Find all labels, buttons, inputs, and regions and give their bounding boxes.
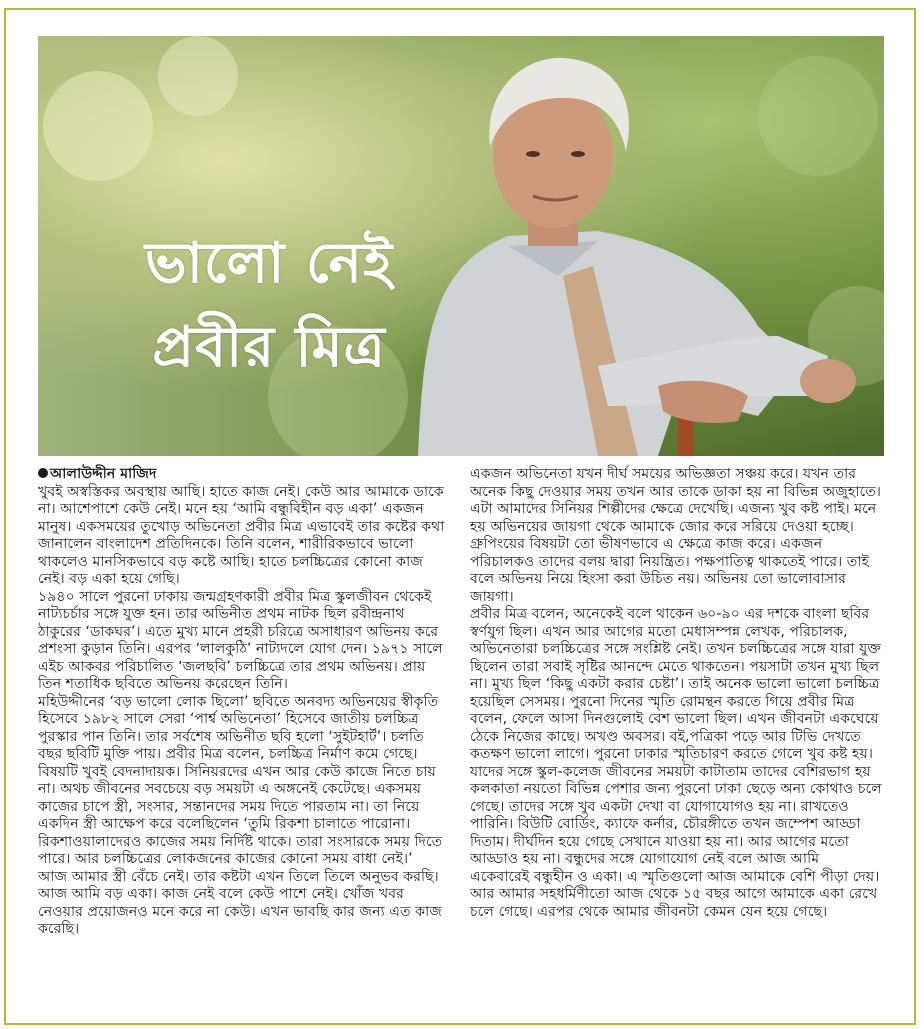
headline-line-2: প্রবীর মিত্র xyxy=(152,315,386,380)
bullet-icon xyxy=(38,468,48,478)
paragraph: আজ আমার স্ত্রী বেঁচে নেই। তার কষ্টটা এখন তিলে তিলে অনুভব করছি। আজ আমি বড় একা। কাজ নেই বলে কেউ পাশে নেই। খোঁজ খবর নেওয়ার প্রয়োজনও মনে করে না কেউ। এখন ভাবছি কার জন্য এত কাজ করেছি। xyxy=(38,868,442,937)
paragraph: ১৯৪০ সালে পুরনো ঢাকায় জন্মগ্রহণকারী প্রবীর মিত্র স্কুলজীবন থেকেই নাট্যচর্চার সঙ্গে যুক্ত হন। তার অভিনীত প্রথম নাটক ছিল রবীন্দ্রনাথ ঠাকুরের ‘ডাকঘর’। এতে মুখ্য মানে প্রহরী চরিত্রে অসাধারণ অভিনয় করে প্রশংসা কুড়ান তিনি। এরপর ‘লালকুঠি’ নাট্যদলে যোগ দেন। ১৯৭১ সালে এইচ আকবর পরিচালিত ‘জলছবি’ চলচ্চিত্রে তার প্রথম অভিনয়। প্রায় তিন শতাধিক ছবিতে অভিনয় করেছেন তিনি। xyxy=(38,588,443,692)
byline xyxy=(38,466,450,484)
headline xyxy=(104,222,434,390)
paragraph: একজন অভিনেতা যখন দীর্ঘ সময়ের অভিজ্ঞতা সঞ্চয় করে। যখন তার অনেক কিছু দেওয়ার সময় তখন আর তাকে ডাকা হয় না বিভিন্ন অজুহাতে। এটা আমাদের সিনিয়র শিল্পীদের ক্ষেত্রে দেখেছি। এজন্য খুব কষ্ট পাই। মনে হয় অভিনয়ের জায়গা থেকে আমাকে জোর করে সরিয়ে দেওয়া হচ্ছে। গ্রুপিংয়ের বিষয়টা তো ভীষণভাবে এ ক্ষেত্রে কাজ করে। একজন পরিচালকও তাদের বলয় দ্বারা নিয়ন্ত্রিত। পক্ষপাতিত্ব থাকতেই পারে। তাই বলে অভিনয় নিয়ে হিংসা করা উচিত নয়। অভিনয় তো ভালোবাসার জায়গা। xyxy=(470,466,881,605)
headline-line-1: ভালো নেই xyxy=(144,231,394,296)
left-column xyxy=(38,466,450,939)
byline-text: আলাউদ্দীন মাজিদ xyxy=(50,466,157,482)
paragraph: প্রবীর মিত্র বলেন, অনেকেই বলে থাকেন ৬০-৯০ এর দশকে বাংলা ছবির স্বর্ণযুগ ছিল। এখন আর আগের মতো মেধাসম্পন্ন লেখক, পরিচালক, অভিনেতারা চলচ্চিত্রের সঙ্গে সংশ্লিষ্ট নেই। তখন চলচ্চিত্রের সঙ্গে যারা যুক্ত ছিলেন তারা সবাই সৃষ্টির আনন্দে মেতে থাকতেন। পয়সাটা তখন মুখ্য ছিল না। মুখ্য ছিল ‘কিছু একটা করার চেষ্টা’। তাই অনেক ভালো ভালো চলচ্চিত্র হয়েছিল সেসময়। পুরনো দিনের স্মৃতি রোমন্থন করতে গিয়ে প্রবীর মিত্র বলেন, ফেলে আসা দিনগুলোই বেশ ভালো ছিল। এখন জীবনটা একঘেয়ে ঠেকে নিজের কাছে। অখণ্ড অবসর। বই,পত্রিকা পড়ে আর টিভি দেখতে কতক্ষণ ভালো লাগে। পুরনো ঢাকার স্মৃতিচারণ করতে গেলে খুব কষ্ট হয়। যাদের সঙ্গে স্কুল-কলেজ জীবনের সময়টা কাটাতাম তাদের বেশিরভাগ হয় কলকাতা নয়তো বিভিন্ন পেশার জন্য পুরনো ঢাকা ছেড়ে অন্য কোথাও চলে গেছে। তাদের সঙ্গে খুব একটা দেখা বা যোগাযোগও হয় না। রাখতেও পারিনি। বিউটি বোর্ডিং, ক্যাফে কর্নার, চৌরঙ্গীতে তখন জম্পেশ আড্ডা দিতাম। দীর্ঘদিন হয়ে গেছে সেখানে যাওয়া হয় না। আর আগের মতো আড্ডাও হয় না। বন্ধুদের সঙ্গে যোগাযোগ নেই বলে আজ আমি একেবারেই বন্ধুহীন ও একা। এ স্মৃতিগুলো আজ আমাকে বেশি পীড়া দেয়। আর আমার সহধর্মিণীতো আজ থেকে ১৫ বছর আগে আমাকে একা রেখে চলে গেছে। এরপর থেকে আমার জীবনটা কেমন যেন হয়ে গেছে। xyxy=(470,606,882,920)
hero-photo xyxy=(38,36,884,456)
paragraph: মহিউদ্দীনের ‘বড় ভালো লোক ছিলো’ ছবিতে অনবদ্য অভিনয়ের স্বীকৃতি হিসেবে ১৯৮২ সালে সেরা ‘পার্শ্ব অভিনেতা’ হিসেবে জাতীয় চলচ্চিত্র পুরস্কার পান তিনি। তার সর্বশেষ অভিনীত ছবি হলো ‘সুইটহার্ট’। চলতি বছর ছবিটি মুক্তি পায়। প্রবীর মিত্র বলেন, চলচ্চিত্র নির্মাণ কমে গেছে। বিষয়টি খুবই বেদনাদায়ক। সিনিয়রদের এখন আর কেউ কাজে নিতে চায় না। অথচ জীবনের সবচেয়ে বড় সময়টা এ অঙ্গনেই কেটেছে। একসময় কাজের চাপে স্ত্রী, সংসার, সন্তানদের সময় দিতে পারতাম না। তা নিয়ে একদিন স্ত্রী আক্ষেপ করে বলেছিলেন ‘তুমি রিকশা চালাতে পারোনা। রিকশাওয়ালাদেরও কাজের সময় নির্দিষ্ট থাকে। তারা সংসারকে সময় দিতে পারে। আর চলচ্চিত্রের লোকজনের কাজের কোনো সময় বাধা নেই।’ xyxy=(38,693,443,867)
paragraph: খুবই অস্বস্তিকর অবস্থায় আছি। হাতে কাজ নেই। কেউ আর আমাকে ডাকে না। আশেপাশে কেউ নেই। মনে হয় ‘আমি বন্ধুবিহীন বড় একা’ একজন মানুষ। একসময়ের তুখোড় অভিনেতা প্রবীর মিত্র এভাবেই তার কষ্টের কথা জানালেন বাংলাদেশ প্রতিদিনকে। তিনি বলেন, শারীরিকভাবে ভালো থাকলেও মানসিকভাবে বড় কষ্টে আছি। হাতে চলচ্চিত্রের কোনো কাজ নেই। বড় একা হয়ে গেছি। xyxy=(38,483,445,587)
right-column xyxy=(470,466,882,921)
